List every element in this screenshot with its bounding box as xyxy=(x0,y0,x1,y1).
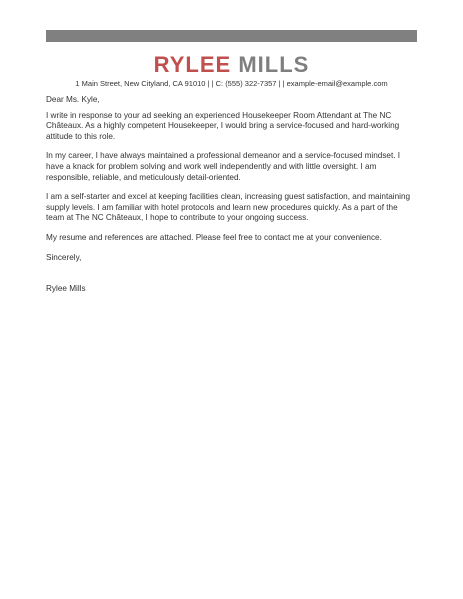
paragraph-intro: I write in response to your ad seeking an experienced Housekeeper Room Attendant at The NC Châteaux. As a highly competent Housekeeper, I would bring a service-focused and hard-working attitude to this role. xyxy=(46,110,400,141)
last-name: MILLS xyxy=(238,52,310,77)
contact-line: 1 Main Street, New Cityland, CA 91010 | | C: (555) 322-7357 | | example-email@example.com xyxy=(75,79,388,88)
header-bar xyxy=(46,30,417,42)
applicant-name xyxy=(0,52,463,78)
signature: Rylee Mills xyxy=(46,284,86,294)
first-name: RYLEE xyxy=(153,52,232,77)
salutation: Dear Ms. Kyle, xyxy=(46,95,100,104)
paragraph-skills: I am a self-starter and excel at keeping facilities clean, increasing guest satisfaction, and maintaining supply levels. I am familiar with hotel protocols and learn new procedures quickly. As a part of the team at The NC Châteaux, I hope to contribute to your ongoing success. xyxy=(46,192,411,223)
paragraph-career: In my career, I have always maintained a professional demeanor and a service-focused mindset. I have a knack for problem solving and work well independently and with little oversight. I am responsible, reliable, and meticulously detail-oriented. xyxy=(46,151,401,182)
letter-body xyxy=(46,95,418,304)
paragraph-closing: My resume and references are attached. Please feel free to contact me at your convenience. xyxy=(46,232,382,242)
closing: Sincerely, xyxy=(46,252,82,262)
